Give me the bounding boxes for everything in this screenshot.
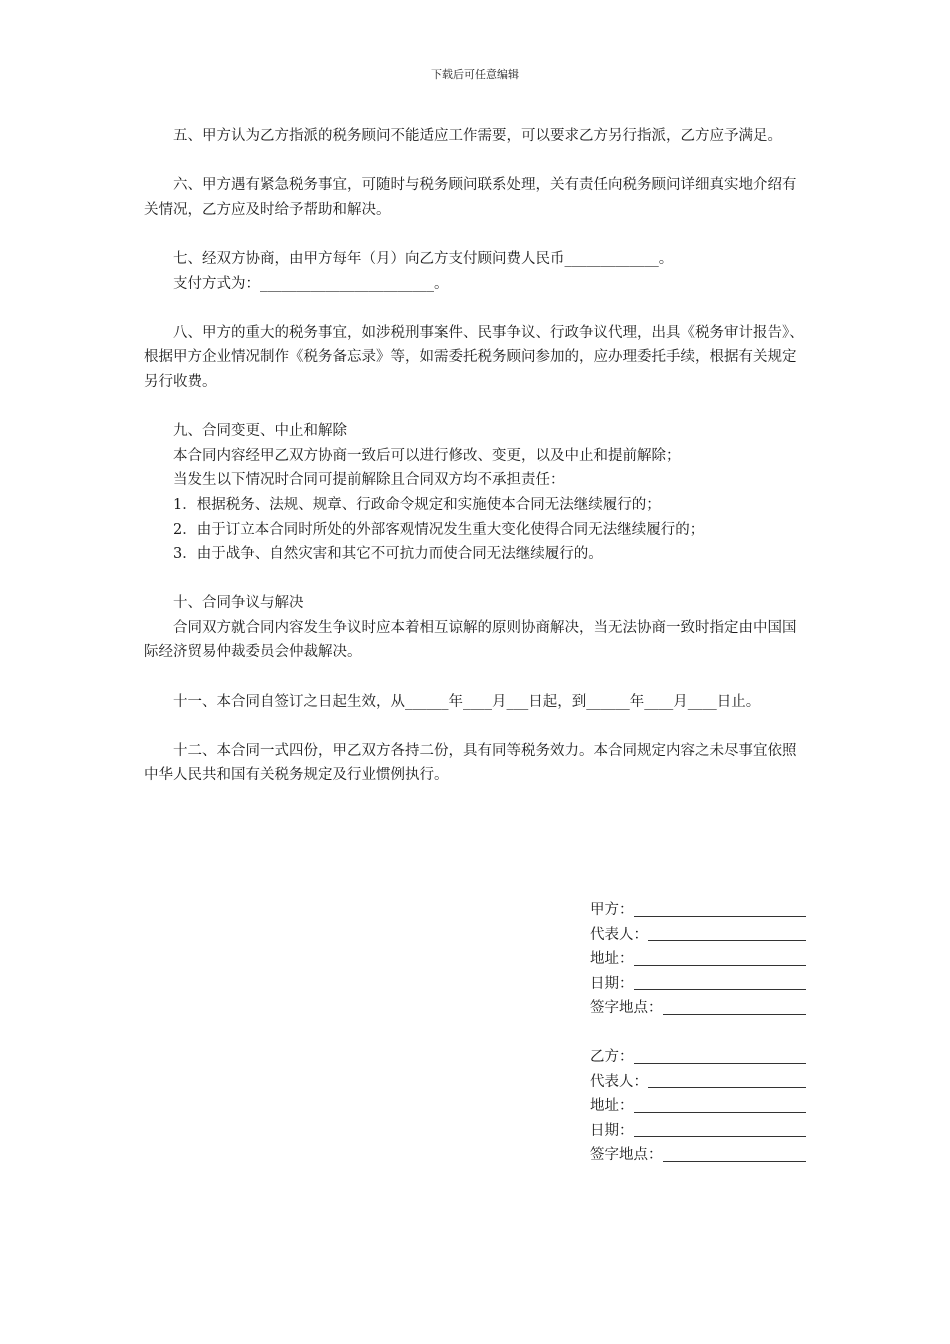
party-b-representative-label: 代表人：: [590, 1073, 648, 1090]
party-b-name-row: [590, 1045, 806, 1070]
clause-9-title: 九、合同变更、中止和解除: [173, 423, 347, 440]
party-a-representative-row: [590, 923, 806, 948]
party-b-place-row: [590, 1143, 806, 1168]
clause-10-title: 十、合同争议与解决: [173, 595, 304, 612]
clause-11: 十一、本合同自签订之日起生效，从______年____月___日起，到______年____月____日止。: [173, 693, 761, 710]
clause-8: 八、甲方的重大的税务事宜，如涉税刑事案件、民事争议、行政争议代理，出具《税务审计报告》、根据甲方企业情况制作《税务备忘录》等，如需委托税务顾问参加的，应办理委托手续，根据有关规定另行收费。: [144, 324, 804, 390]
party-b-label: 乙方：: [590, 1049, 634, 1065]
page-header: 下载后可任意编辑: [431, 68, 519, 81]
party-a-representative-label: 代表人：: [590, 926, 648, 943]
clause-9-item-3: 3．由于战争、自然灾害和其它不可抗力而使合同无法继续履行的。: [173, 546, 603, 563]
party-b-date-row: [590, 1119, 806, 1144]
party-a-name-row: [590, 898, 806, 923]
party-a-label: 甲方：: [590, 902, 634, 918]
clause-9-text-2: 当发生以下情况时合同可提前解除且合同双方均不承担责任：: [173, 472, 565, 489]
clause-7-payment-method: 支付方式为：________________________。: [173, 275, 449, 292]
party-a-address-row: [590, 947, 806, 972]
party-b-address-blank[interactable]: [634, 1112, 807, 1113]
party-b-place-label: 签字地点：: [590, 1147, 663, 1164]
party-a-place-row: [590, 996, 806, 1021]
clause-9-item-2: 2．由于订立本合同时所处的外部客观情况发生重大变化使得合同无法继续履行的；: [173, 521, 705, 538]
clause-12: 十二、本合同一式四份，甲乙双方各持二份，具有同等税务效力。本合同规定内容之未尽事宜依照中华人民共和国有关税务规定及行业惯例执行。: [144, 742, 797, 784]
clause-6: 六、甲方遇有紧急税务事宜，可随时与税务顾问联系处理，关有责任向税务顾问详细真实地介绍有关情况，乙方应及时给予帮助和解决。: [144, 177, 797, 218]
party-a-date-blank[interactable]: [634, 989, 807, 990]
party-b-date-label: 日期：: [590, 1122, 634, 1139]
contract-body: [144, 124, 806, 788]
clause-9-item-1: 1．根据税务、法规、规章、行政命令规定和实施使本合同无法继续履行的；: [173, 496, 661, 513]
party-b-signature-block: [590, 1045, 806, 1168]
party-a-date-row: [590, 972, 806, 997]
party-b-place-blank[interactable]: [663, 1161, 807, 1162]
party-b-address-label: 地址：: [590, 1098, 634, 1115]
clause-10-text: 合同双方就合同内容发生争议时应本着相互谅解的原则协商解决，当无法协商一致时指定由中国国际经济贸易仲裁委员会仲裁解决。: [144, 619, 797, 661]
party-b-date-blank[interactable]: [634, 1136, 807, 1137]
party-b-representative-blank[interactable]: [648, 1087, 806, 1088]
party-b-representative-row: [590, 1070, 806, 1095]
party-b-blank[interactable]: [634, 1063, 807, 1064]
clause-7-fee: 七、经双方协商，由甲方每年（月）向乙方支付顾问费人民币_____________。: [173, 250, 674, 267]
party-a-address-label: 地址：: [590, 951, 634, 968]
party-a-place-label: 签字地点：: [590, 1000, 663, 1017]
party-a-signature-block: [590, 898, 806, 1021]
party-a-place-blank[interactable]: [663, 1014, 807, 1015]
party-a-date-label: 日期：: [590, 975, 634, 992]
party-a-representative-blank[interactable]: [648, 940, 806, 941]
party-a-blank[interactable]: [634, 916, 807, 917]
party-b-address-row: [590, 1094, 806, 1119]
clause-5: 五、甲方认为乙方指派的税务顾问不能适应工作需要，可以要求乙方另行指派，乙方应予满足。: [173, 128, 782, 144]
clause-9-text-1: 本合同内容经甲乙双方协商一致后可以进行修改、变更，以及中止和提前解除；: [173, 447, 681, 464]
party-a-address-blank[interactable]: [634, 965, 807, 966]
